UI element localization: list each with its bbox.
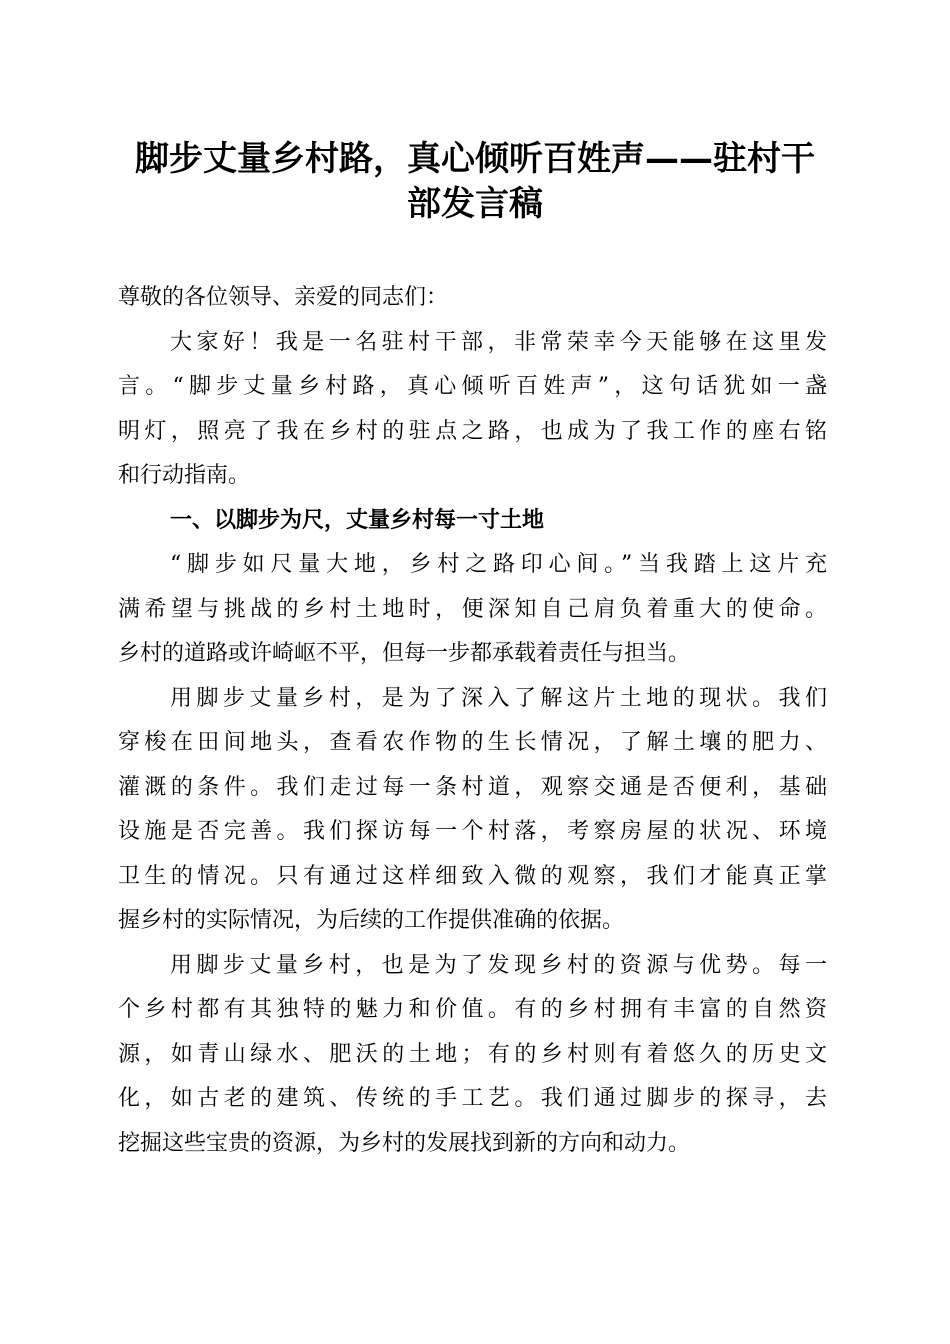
paragraph: [118, 543, 827, 677]
text-line: 挖掘这些宝贵的资源，为乡村的发展找到新的方向和动力。: [118, 1130, 691, 1156]
document-title: [110, 137, 840, 227]
text-line: 灌溉的条件。我们走过每一条村道，观察交通是否便利，基础: [118, 774, 827, 800]
text-line: 乡村的道路或许崎岖不平，但每一步都承载着责任与担当。: [118, 641, 691, 666]
text-line: 一、以脚步为尺，丈量乡村每一寸土地: [170, 507, 545, 533]
text-line: 源，如青山绿水、肥沃的土地；有的乡村则有着悠久的历史文: [118, 1041, 827, 1067]
text-line: 用脚步丈量乡村，也是为了发现乡村的资源与优势。每一: [170, 952, 827, 978]
greeting: 尊敬的各位领导、亲爱的同志们：: [118, 285, 449, 310]
text-line: 大家好！我是一名驻村干部，非常荣幸今天能够在这里发: [170, 329, 827, 355]
text-line: 和行动指南。: [118, 463, 251, 488]
text-line: 满希望与挑战的乡村土地时，便深知自己肩负着重大的使命。: [118, 596, 827, 622]
text-line: 个乡村都有其独特的魅力和价值。有的乡村拥有丰富的自然资: [118, 997, 827, 1022]
text-line: 设施是否完善。我们探访每一个村落，考察房屋的状况、环境: [118, 819, 827, 844]
text-line: 用脚步丈量乡村，是为了深入了解这片土地的现状。我们: [170, 685, 827, 711]
text-line: 化，如古老的建筑、传统的手工艺。我们通过脚步的探寻，去: [118, 1086, 827, 1111]
text-line: “脚步如尺量大地，乡村之路印心间。”当我踏上这片充: [170, 552, 827, 577]
title-line: 部发言稿: [407, 184, 543, 224]
paragraph: [118, 321, 827, 499]
text-line: 言。“脚步丈量乡村路，真心倾听百姓声”，这句话犹如一盏: [118, 374, 827, 399]
text-line: 穿梭在田间地头，查看农作物的生长情况，了解土壤的肥力、: [118, 730, 827, 755]
text-line: 握乡村的实际情况，为后续的工作提供准确的依据。: [118, 908, 625, 933]
text-line: 卫生的情况。只有通过这样细致入微的观察，我们才能真正掌: [118, 863, 827, 889]
paragraph: [118, 944, 827, 1167]
section-heading: [118, 499, 827, 544]
document-body: [118, 276, 827, 1166]
text-line: 明灯，照亮了我在乡村的驻点之路，也成为了我工作的座右铭: [118, 418, 827, 444]
title-line: 脚步丈量乡村路，真心倾听百姓声——驻村干: [135, 139, 815, 179]
paragraph: [118, 677, 827, 944]
